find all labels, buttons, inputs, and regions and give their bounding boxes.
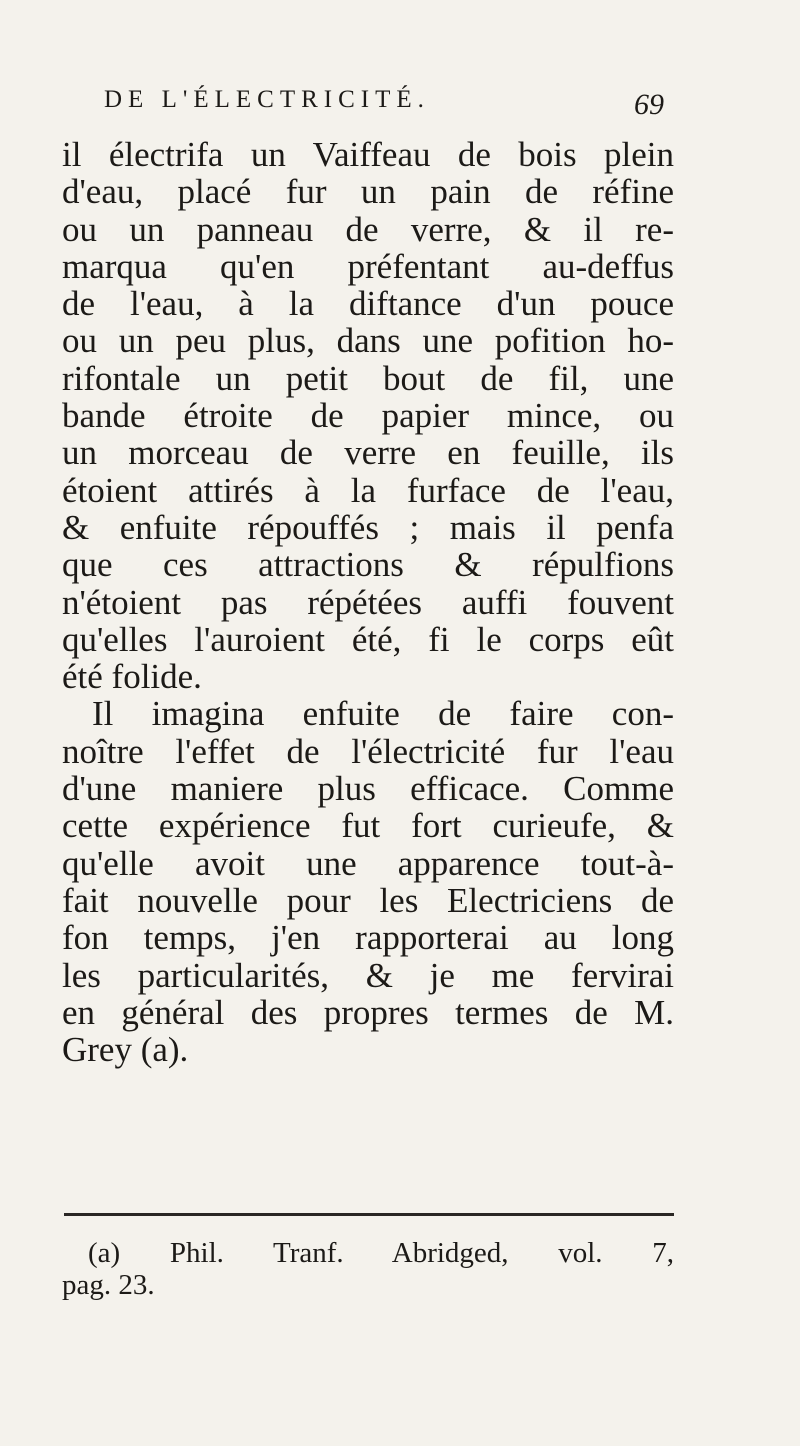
- text-line: d'une maniere plus efficace. Comme: [62, 769, 674, 809]
- text-line: cette expérience fut fort curieufe, &: [62, 806, 674, 846]
- text-line: les particularités, & je me fervirai: [62, 955, 674, 995]
- text-line: bande étroite de papier mince, ou: [62, 396, 674, 436]
- text-line: Il imagina enfuite de faire con-: [92, 694, 674, 734]
- text-line: ou un panneau de verre, & il re-: [62, 209, 674, 249]
- footnote-line: pag. 23.: [62, 1269, 155, 1301]
- text-line: qu'elle avoit une apparence tout-à-: [62, 843, 674, 883]
- text-line: qu'elles l'auroient été, fi le corps eût: [62, 619, 674, 659]
- text-line: ou un peu plus, dans une pofition ho-: [62, 321, 674, 361]
- text-line: il électrifa un Vaiffeau de bois plein: [62, 135, 674, 174]
- footnote-line: (a) Phil. Tranf. Abridged, vol. 7,: [88, 1237, 674, 1269]
- running-head: DE L'ÉLECTRICITÉ.: [104, 86, 430, 113]
- text-line: étoient attirés à la furface de l'eau,: [62, 470, 674, 510]
- text-line: rifontale un petit bout de fil, une: [62, 358, 674, 398]
- text-line: un morceau de verre en feuille, ils: [62, 433, 674, 473]
- page-number: 69: [634, 88, 664, 121]
- text-line: noître l'effet de l'électricité fur l'eau: [62, 731, 674, 771]
- text-line: & enfuite répouffés ; mais il penfa: [62, 507, 674, 547]
- text-line: fait nouvelle pour les Electriciens de: [62, 880, 674, 920]
- text-line: de l'eau, à la diftance d'un pouce: [62, 284, 674, 324]
- text-line: en général des propres termes de M.: [62, 992, 674, 1032]
- text-line: d'eau, placé fur un pain de réfine: [62, 172, 674, 212]
- footnote: [62, 1237, 674, 1301]
- text-line: n'étoient pas répétées auffi fouvent: [62, 582, 674, 622]
- text-line: fon temps, j'en rapporterai au long: [62, 918, 674, 958]
- footnote-divider: [64, 1213, 674, 1216]
- text-line: été folide.: [62, 657, 202, 697]
- body-text: [62, 136, 674, 1068]
- text-line: que ces attractions & répulfions: [62, 545, 674, 585]
- page-header: [104, 86, 664, 126]
- text-line: Grey (a).: [62, 1030, 189, 1070]
- text-line: marqua qu'en préfentant au-deffus: [62, 246, 674, 286]
